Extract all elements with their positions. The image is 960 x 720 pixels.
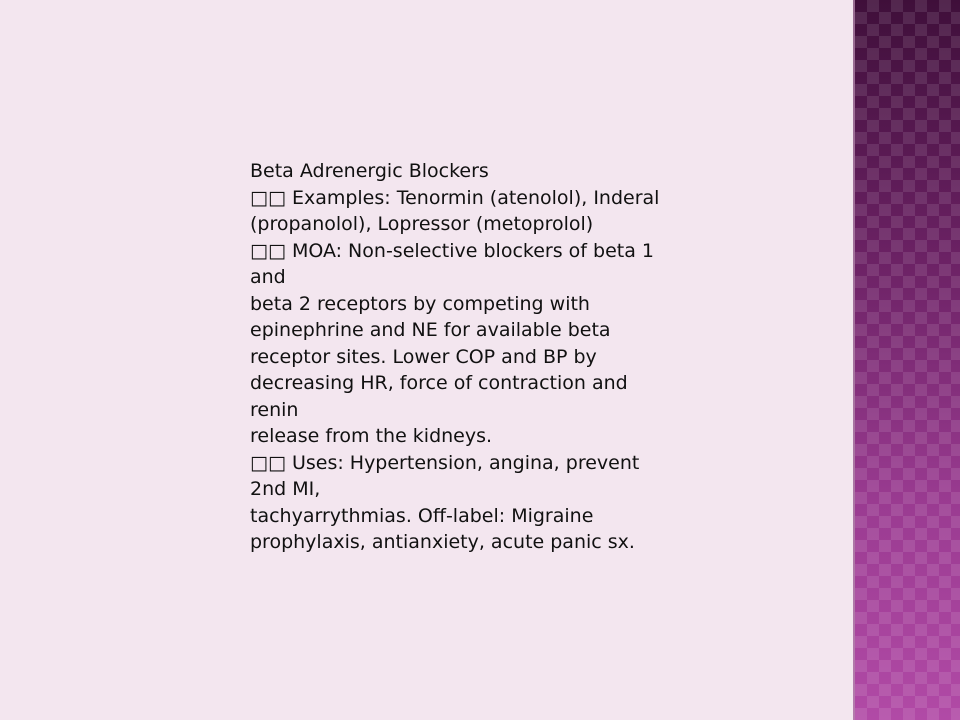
text-line: tachyarrythmias. Off-label: Migraine [250, 504, 594, 527]
text-line: beta 2 receptors by competing with [250, 292, 590, 315]
slide-title: Beta Adrenergic Blockers [250, 160, 489, 182]
text-line: 2nd MI, [250, 478, 321, 500]
text-line: prophylaxis, antianxiety, acute panic sx. [250, 531, 635, 553]
text-line: epinephrine and NE for available beta [250, 319, 611, 341]
text-line: □□ MOA: Non-selective blockers of beta 1 [250, 239, 655, 262]
text-line: receptor sites. Lower COP and BP by [250, 345, 597, 368]
text-line: renin [250, 398, 299, 421]
text-line: □□ Uses: Hypertension, angina, prevent [250, 451, 640, 474]
slide-body-text [250, 158, 720, 556]
decorative-pattern-band [855, 0, 960, 720]
text-line: □□ Examples: Tenormin (atenolol), Inderal [250, 186, 660, 209]
text-line: release from the kidneys. [250, 425, 493, 447]
text-line: (propanolol), Lopressor (metoprolol) [250, 213, 594, 235]
text-line: decreasing HR, force of contraction and [250, 372, 628, 394]
text-line: and [250, 266, 286, 288]
